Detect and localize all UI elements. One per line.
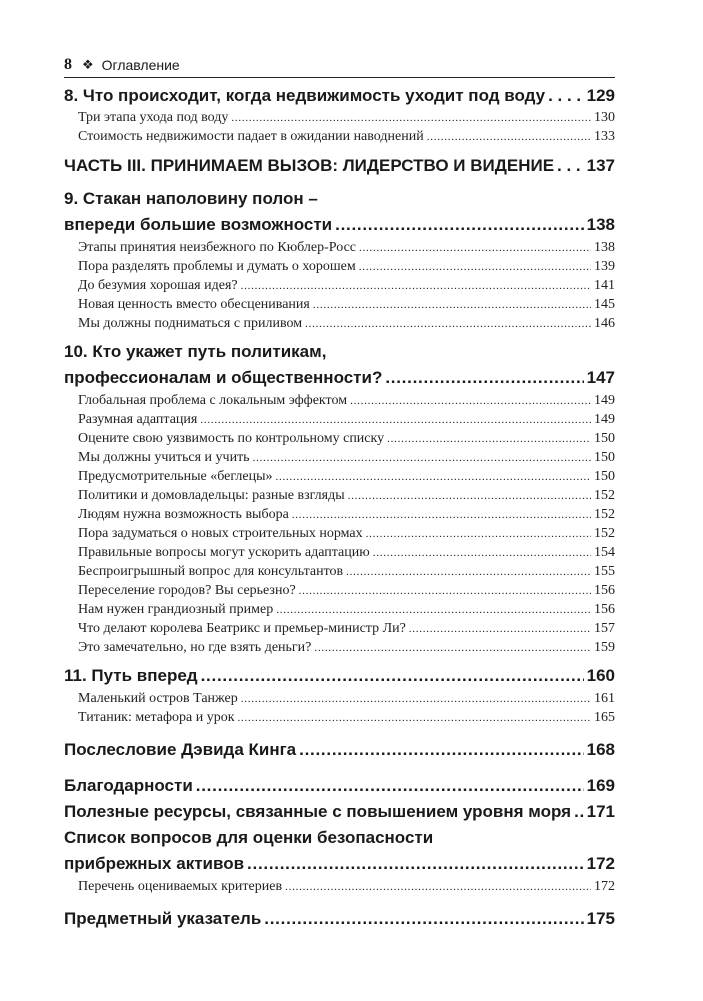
toc-subentry[interactable]	[64, 638, 615, 657]
toc-subentry[interactable]	[64, 689, 615, 708]
toc-checklist-line1[interactable]	[64, 825, 615, 851]
header-rule	[64, 77, 615, 78]
toc-entry-page: 150	[594, 431, 615, 446]
toc-entry-title: Что делают королева Беатрикс и премьер-министр Ли?	[78, 621, 406, 636]
leader-dots	[335, 212, 584, 238]
toc-entry-title: впереди большие возможности	[64, 215, 333, 234]
toc-part-3[interactable]	[64, 152, 615, 180]
toc-entry-page: 175	[586, 909, 615, 928]
toc-subentry[interactable]	[64, 314, 615, 333]
toc-entry-title: Благодарности	[64, 776, 193, 795]
leader-dots	[427, 127, 591, 147]
leader-dots	[241, 689, 591, 709]
toc-entry-page: 152	[594, 507, 615, 522]
toc-entry-page: 171	[586, 802, 615, 821]
toc-chapter-8[interactable]	[64, 84, 615, 108]
toc-entry-title: Это замечательно, но где взять деньги?	[78, 640, 312, 655]
table-of-contents	[64, 84, 615, 932]
toc-entry-page: 129	[586, 86, 615, 105]
toc-entry-page: 138	[586, 215, 615, 234]
leader-dots	[409, 619, 591, 639]
leader-dots	[200, 410, 591, 430]
toc-subentry[interactable]	[64, 127, 615, 146]
toc-entry-title: 9. Стакан наполовину полон –	[64, 189, 318, 208]
leader-dots	[299, 581, 591, 601]
toc-entry-page: 137	[586, 156, 615, 175]
toc-chapter-9-line2[interactable]	[64, 212, 615, 238]
toc-subentry[interactable]	[64, 391, 615, 410]
leader-dots	[231, 108, 591, 128]
toc-entry-page: 154	[594, 545, 615, 560]
toc-entry-title: Три этапа ухода под воду	[78, 110, 229, 125]
leader-dots	[285, 877, 591, 897]
toc-entry-page: 156	[594, 602, 615, 617]
toc-entry-title: Людям нужна возможность выбора	[78, 507, 289, 522]
leader-dots	[373, 543, 591, 563]
toc-entry-page: 157	[594, 621, 615, 636]
toc-entry-title: Пора разделять проблемы и думать о хорошем	[78, 259, 356, 274]
toc-subentry[interactable]	[64, 276, 615, 295]
leader-dots	[241, 276, 591, 296]
toc-subentry[interactable]	[64, 238, 615, 257]
toc-entry-page: 141	[594, 278, 615, 293]
toc-subentry[interactable]	[64, 429, 615, 448]
toc-entry-title: прибрежных активов	[64, 854, 245, 873]
leader-dots	[359, 257, 591, 277]
leader-dots	[314, 638, 591, 658]
toc-entry-page: 159	[594, 640, 615, 655]
leader-dots	[359, 238, 591, 258]
toc-entry-title: Послесловие Дэвида Кинга	[64, 740, 297, 759]
toc-entry-title: Разумная адаптация	[78, 412, 198, 427]
leader-dots	[201, 663, 584, 689]
leader-dots	[276, 467, 591, 487]
toc-entry-page: 139	[594, 259, 615, 274]
toc-entry-title: Этапы принятия неизбежного по Кюблер-Росс	[78, 240, 357, 255]
toc-subentry[interactable]	[64, 486, 615, 505]
toc-entry-title: Глобальная проблема с локальным эффектом	[78, 393, 348, 408]
toc-chapter-10-line2[interactable]	[64, 365, 615, 391]
leader-dots	[305, 314, 591, 334]
toc-entry-page: 145	[594, 297, 615, 312]
toc-subentry[interactable]	[64, 581, 615, 600]
toc-entry-page: 156	[594, 583, 615, 598]
toc-entry-title: Предусмотрительные «беглецы»	[78, 469, 273, 484]
toc-entry-title: Титаник: метафора и урок	[78, 710, 235, 725]
running-header	[64, 54, 614, 76]
leader-dots	[387, 429, 591, 449]
toc-entry-title: 11. Путь вперед	[64, 666, 198, 685]
toc-entry-page: 152	[594, 488, 615, 503]
toc-subentry[interactable]	[64, 619, 615, 638]
toc-entry-title: Правильные вопросы могут ускорить адаптацию	[78, 545, 370, 560]
toc-subentry[interactable]	[64, 600, 615, 619]
toc-subentry[interactable]	[64, 410, 615, 429]
leader-dots	[292, 505, 591, 525]
toc-resources[interactable]	[64, 799, 615, 825]
leader-dots	[366, 524, 591, 544]
page-number: 8	[64, 56, 72, 73]
toc-entry-title: Переселение городов? Вы серьезно?	[78, 583, 296, 598]
toc-entry-title: Новая ценность вместо обесценивания	[78, 297, 310, 312]
leader-dots	[264, 906, 583, 932]
leader-dots	[313, 295, 591, 315]
toc-subentry[interactable]	[64, 467, 615, 486]
toc-entry-title: 10. Кто укажет путь политикам,	[64, 342, 327, 361]
toc-chapter-11[interactable]	[64, 663, 615, 689]
leader-dots	[348, 486, 591, 506]
toc-checklist-line2[interactable]	[64, 851, 615, 877]
toc-entry-page: 165	[594, 710, 615, 725]
toc-entry-title: Маленький остров Танжер	[78, 691, 238, 706]
toc-subentry[interactable]	[64, 543, 615, 562]
leader-dots	[548, 84, 584, 108]
toc-entry-page: 150	[594, 469, 615, 484]
leader-dots	[385, 365, 583, 391]
toc-entry-page: 168	[586, 740, 615, 759]
toc-entry-page: 152	[594, 526, 615, 541]
toc-entry-title: До безумия хорошая идея?	[78, 278, 238, 293]
leader-dots	[574, 799, 584, 825]
toc-entry-title: Список вопросов для оценки безопасности	[64, 828, 434, 847]
toc-subentry[interactable]	[64, 877, 615, 896]
toc-entry-page: 130	[594, 110, 615, 125]
leader-dots	[247, 851, 584, 877]
toc-entry-title: Предметный указатель	[64, 909, 262, 928]
toc-entry-page: 133	[594, 129, 615, 144]
toc-entry-page: 146	[594, 316, 615, 331]
toc-chapter-10-line1[interactable]	[64, 339, 615, 365]
leader-dots	[196, 773, 584, 799]
toc-entry-page: 155	[594, 564, 615, 579]
leader-dots	[346, 562, 591, 582]
toc-entry-page: 172	[586, 854, 615, 873]
toc-entry-title: Оцените свою уязвимость по контрольному списку	[78, 431, 385, 446]
toc-entry-page: 161	[594, 691, 615, 706]
toc-subentry[interactable]	[64, 108, 615, 127]
toc-entry-title: Стоимость недвижимости падает в ожидании наводнений	[78, 129, 424, 144]
toc-afterword[interactable]	[64, 737, 615, 763]
toc-entry-title: Перечень оцениваемых критериев	[78, 879, 283, 894]
toc-entry-title: Нам нужен грандиозный пример	[78, 602, 274, 617]
ornament-icon: ❖	[82, 57, 94, 72]
leader-dots	[276, 600, 591, 620]
toc-entry-page: 149	[594, 393, 615, 408]
leader-dots	[238, 708, 591, 728]
toc-entry-title: Полезные ресурсы, связанные с повышением уровня моря	[64, 802, 572, 821]
toc-entry-page: 147	[586, 368, 615, 387]
leader-dots	[350, 391, 591, 411]
toc-index[interactable]	[64, 906, 615, 932]
toc-entry-page: 138	[594, 240, 615, 255]
toc-entry-title: Политики и домовладельцы: разные взгляды	[78, 488, 345, 503]
running-title: Оглавление	[101, 57, 180, 73]
toc-entry-title: 8. Что происходит, когда недвижимость уходит под воду	[64, 86, 546, 105]
toc-entry-page: 169	[586, 776, 615, 795]
toc-entry-title: Мы должны учиться и учить	[78, 450, 250, 465]
toc-subentry[interactable]	[64, 562, 615, 581]
toc-entry-title: Пора задуматься о новых строительных нормах	[78, 526, 363, 541]
toc-subentry[interactable]	[64, 448, 615, 467]
leader-dots	[299, 737, 583, 763]
toc-entry-page: 172	[594, 879, 615, 894]
toc-chapter-9-line1[interactable]	[64, 186, 615, 212]
toc-subentry[interactable]	[64, 295, 615, 314]
leader-dots	[253, 448, 591, 468]
toc-entry-page: 160	[586, 666, 615, 685]
toc-subentry[interactable]	[64, 257, 615, 276]
toc-entry-page: 150	[594, 450, 615, 465]
toc-subentry[interactable]	[64, 524, 615, 543]
toc-acknowledgements[interactable]	[64, 773, 615, 799]
toc-entry-title: профессионалам и общественности?	[64, 368, 383, 387]
toc-entry-title: Беспроигрышный вопрос для консультантов	[78, 564, 344, 579]
toc-entry-title: Мы должны подниматься с приливом	[78, 316, 303, 331]
toc-subentry[interactable]	[64, 708, 615, 727]
leader-dots	[557, 152, 584, 180]
toc-entry-page: 149	[594, 412, 615, 427]
toc-subentry[interactable]	[64, 505, 615, 524]
toc-entry-title: ЧАСТЬ III. ПРИНИМАЕМ ВЫЗОВ: ЛИДЕРСТВО И ВИДЕНИЕ	[64, 156, 555, 175]
